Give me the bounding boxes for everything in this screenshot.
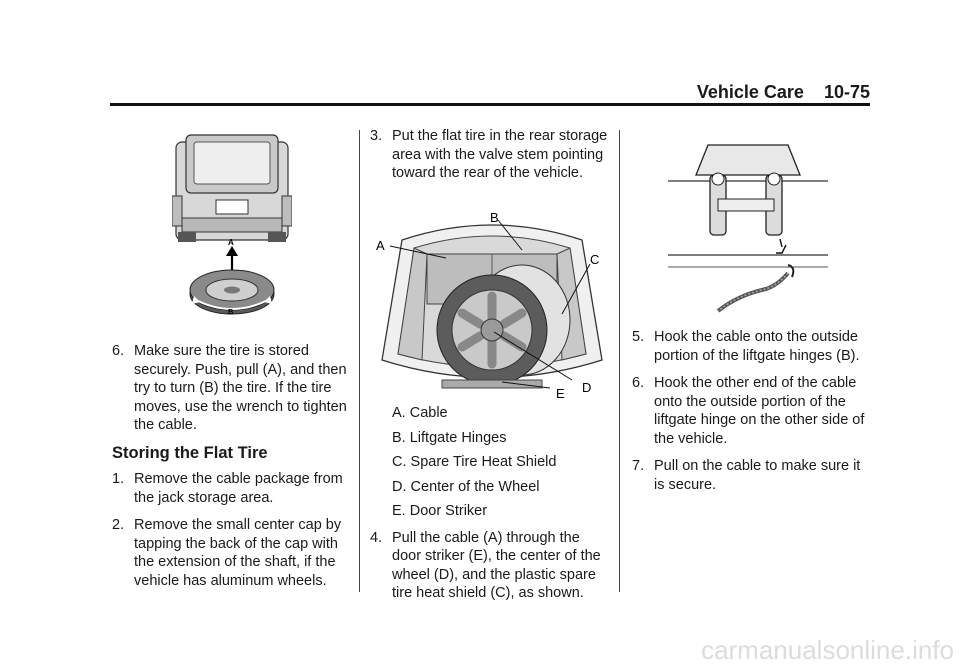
column-3 <box>632 328 874 503</box>
step-5-col3 <box>632 328 874 365</box>
figure-tire-secure <box>172 132 292 327</box>
step-text: Hook the cable onto the outside portion of the liftgate hinges (B). <box>654 329 860 364</box>
watermark: carmanualsonline.info <box>701 635 954 665</box>
step-2-col1 <box>112 516 352 590</box>
figure-liftgate-hinge <box>668 135 828 315</box>
column-divider-1 <box>359 130 360 592</box>
cargo-label-a: A <box>376 238 385 253</box>
step-text: Put the flat tire in the rear storage area with the valve stem pointing toward the rear of the vehicle. <box>392 128 608 181</box>
cargo-label-e: E <box>556 386 565 400</box>
step-number: 2. <box>112 517 125 533</box>
step-6-col3 <box>632 374 874 448</box>
step-text: Hook the other end of the cable onto the outside portion of the liftgate hinge on the other side of the vehicle. <box>654 375 865 447</box>
header-section: Vehicle Care <box>696 82 804 102</box>
step-4-col2 <box>370 529 612 603</box>
column-divider-2 <box>619 130 620 592</box>
cargo-label-c: C <box>590 252 600 267</box>
subheading-storing-flat-tire: Storing the Flat Tire <box>112 443 268 462</box>
liftgate-hinge-illustration <box>668 135 828 315</box>
figure-cargo-area <box>372 210 612 400</box>
step-text: Remove the cable package from the jack storage area. <box>134 471 343 506</box>
step-number: 3. <box>370 128 383 144</box>
step-text: Remove the small center cap by tapping the back of the cap with the extension of the shaft, if the vehicle has aluminum wheels. <box>134 517 342 589</box>
column-2-top <box>370 127 612 192</box>
cargo-area-illustration <box>372 210 612 400</box>
figure-label-a: A <box>228 238 234 247</box>
step-number: 1. <box>112 471 125 487</box>
step-3-col2 <box>370 127 612 183</box>
column-2-bottom <box>370 404 612 612</box>
header-page-number: 10-75 <box>823 82 870 102</box>
legend-item-b: B. Liftgate Hinges <box>392 429 507 446</box>
step-number: 7. <box>632 458 645 474</box>
cargo-label-b: B <box>490 210 499 225</box>
column-1 <box>112 342 352 599</box>
figure-label-b: B <box>228 307 234 316</box>
step-number: 6. <box>112 343 125 359</box>
step-text: Pull the cable (A) through the door striker (E), the center of the wheel (D), and the plastic spare tire heat shield (C), as shown. <box>392 529 601 601</box>
page-header <box>110 82 870 104</box>
step-number: 5. <box>632 329 645 345</box>
header-rule <box>110 103 870 106</box>
legend-item-e: E. Door Striker <box>392 503 488 519</box>
step-text: Make sure the tire is stored securely. Push, pull (A), and then try to turn (B) the tire. If the tire moves, use the wrench to tighten the cable. <box>134 343 347 433</box>
legend-item-a: A. Cable <box>392 405 448 421</box>
legend-item-d: D. Center of the Wheel <box>392 478 540 495</box>
cargo-label-d: D <box>582 380 592 395</box>
step-6-col1 <box>112 342 352 435</box>
header-title <box>697 82 870 103</box>
step-number: 4. <box>370 529 383 546</box>
step-7-col3 <box>632 457 874 494</box>
tire-secure-illustration <box>172 132 292 327</box>
step-1-col1 <box>112 470 352 507</box>
legend-item-c: C. Spare Tire Heat Shield <box>392 454 557 470</box>
step-text: Pull on the cable to make sure it is secure. <box>654 458 861 493</box>
step-number: 6. <box>632 375 645 391</box>
